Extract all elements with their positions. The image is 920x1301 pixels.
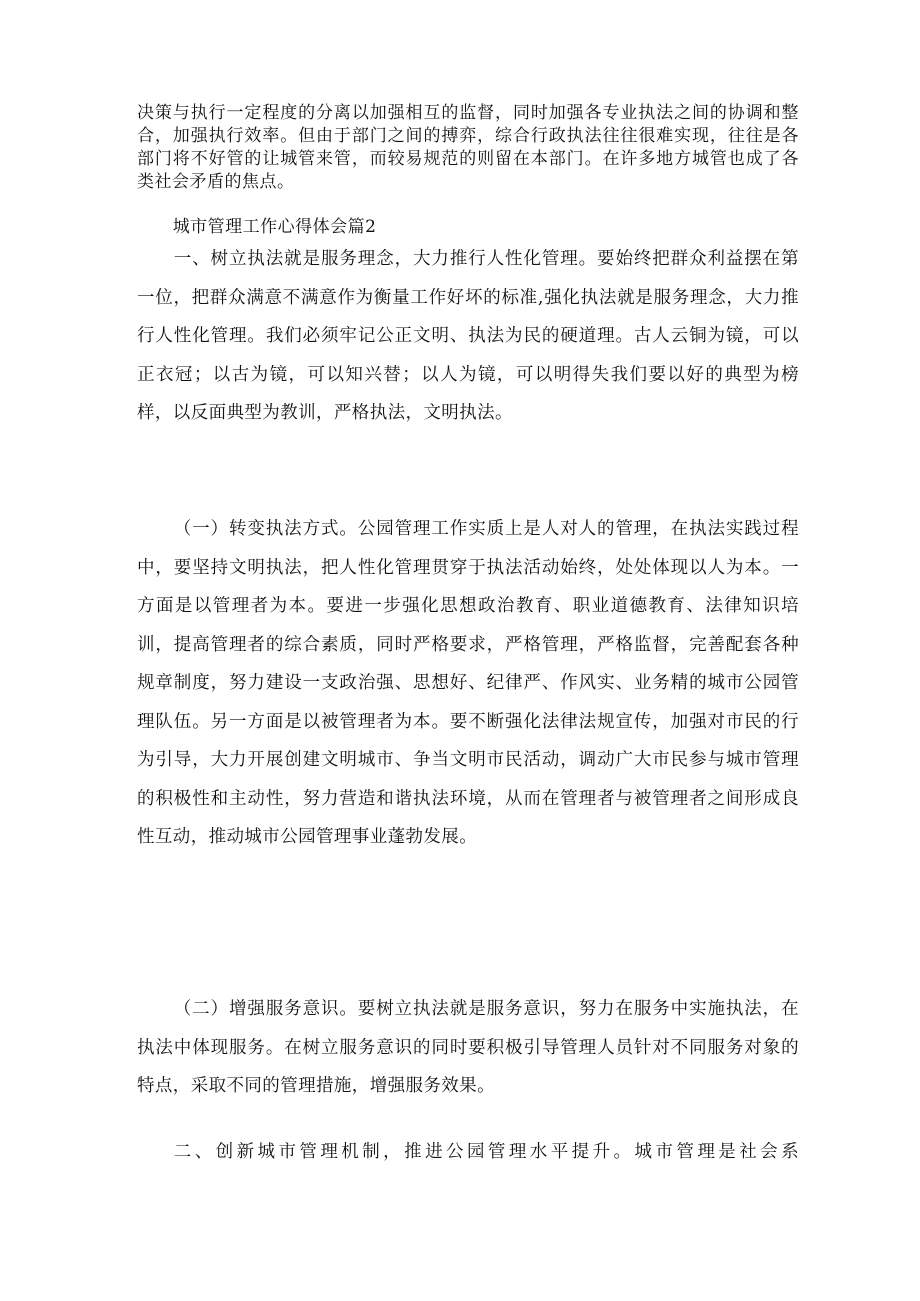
paragraph-subsection-two: （二）增强服务意识。要树立执法就是服务意识，努力在服务中实施执法，在执法中体现服务。在树立服务意识的同时要积极引导管理人员针对不同服务对象的特点，采取不同的管理措施，增强服务效果。 bbox=[137, 999, 799, 1096]
paragraph-principle-one: 一、树立执法就是服务理念，大力推行人性化管理。要始终把群众利益摆在第一位，把群众满意不满意作为衡量工作好坏的标准,强化执法就是服务理念，大力推行人性化管理。我们必须牢记公正文明、执法为民的硬道理。古人云铜为镜，可以正衣冠；以古为镜，可以知兴替；以人为镜，可以明得失我们要以好的典型为榜样，以反面典型为教训，严格执法，文明执法。 bbox=[137, 249, 799, 423]
paragraph-subsection-one: （一）转变执法方式。公园管理工作实质上是人对人的管理，在执法实践过程中，要坚持文明执法，把人性化管理贯穿于执法活动始终，处处体现以人为本。一方面是以管理者为本。要进一步强化思想政治教育、职业道德教育、法律知识培训，提高管理者的综合素质，同时严格要求，严格管理，严格监督，完善配套各种规章制度，努力建设一支政治强、思想好、纪律严、作风实、业务精的城市公园管理队伍。另一方面是以被管理者为本。要不断强化法律法规宣传，加强对市民的行为引导，大力开展创建文明城市、争当文明市民活动，调动广大市民参与城市管理的积极性和主动性，努力营造和谐执法环境，从而在管理者与被管理者之间形成良性互动，推动城市公园管理事业蓬勃发展。 bbox=[137, 519, 799, 847]
section-heading: 城市管理工作心得体会篇2 bbox=[172, 217, 377, 237]
paragraph-principle-two: 二、创新城市管理机制，推进公园管理水平提升。城市管理是社会系 bbox=[173, 1142, 799, 1162]
paragraph-continuation: 决策与执行一定程度的分离以加强相互的监督，同时加强各专业执法之间的协调和整合，加强执行效率。但由于部门之间的搏弈，综合行政执法往往很难实现，往往是各部门将不好管的让城管来管，而较易规范的则留在本部门。在许多地方城管也成了各类社会矛盾的焦点。 bbox=[137, 103, 799, 192]
